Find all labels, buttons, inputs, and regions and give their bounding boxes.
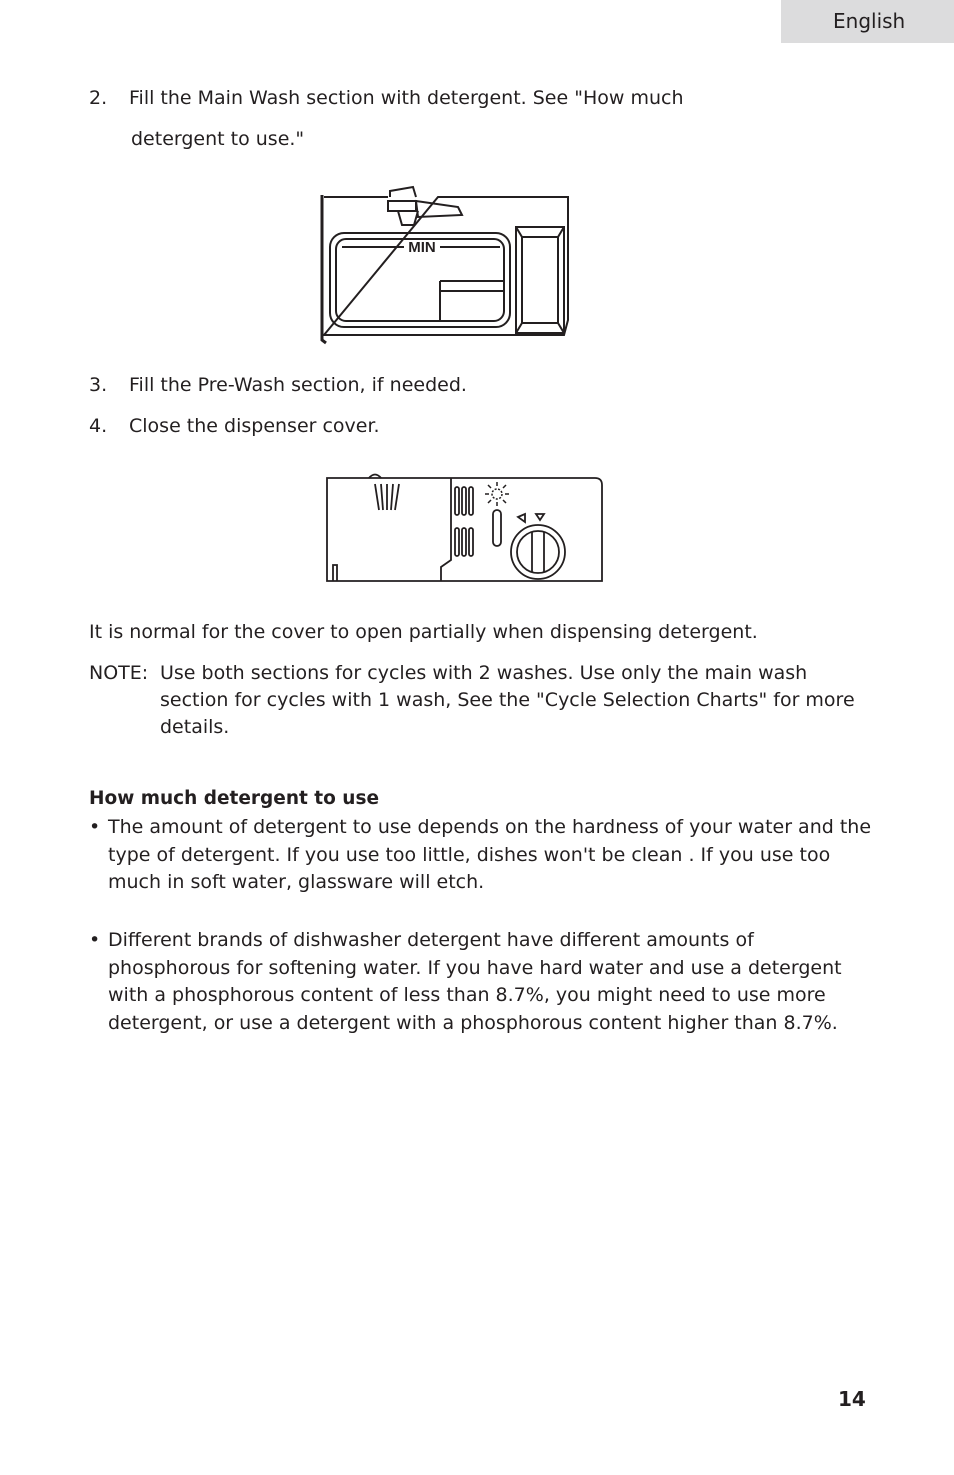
step-text: Fill the Main Wash section with detergent. See "How much <box>129 87 684 109</box>
bullet-text: Different brands of dishwasher detergent have different amounts of phosphorous for softening water. If you have hard water and use a detergent with a phosphorous content of less than 8.7%, you might need to use more detergent, or use a detergent with a phosphorous content higher than 8.7%. <box>108 929 842 1034</box>
step-item-3 <box>89 372 467 399</box>
step-number: 4. <box>89 415 108 437</box>
step-item-2 <box>89 85 684 112</box>
bullet-text: The amount of detergent to use depends on the hardness of your water and the type of detergent. If you use too little, dishes won't be clean . If you use too much in soft water, glassware will etch. <box>108 816 872 893</box>
step-text: Fill the Pre-Wash section, if needed. <box>129 374 467 396</box>
step-text: Close the dispenser cover. <box>129 415 380 437</box>
step-number: 2. <box>89 87 108 109</box>
page-number: 14 <box>838 1387 866 1411</box>
step-item-2-continuation: detergent to use." <box>131 128 305 150</box>
normal-operation-text: It is normal for the cover to open partially when dispensing detergent. <box>89 621 758 643</box>
min-label: MIN <box>408 239 436 256</box>
language-tab: English <box>781 0 954 43</box>
closed-dispenser-illustration <box>323 470 607 586</box>
section-heading: How much detergent to use <box>89 788 380 809</box>
open-dispenser-illustration <box>318 185 574 350</box>
bullet-icon: • <box>89 929 101 951</box>
bullet-item <box>89 814 879 897</box>
step-number: 3. <box>89 374 108 396</box>
step-item-4 <box>89 413 380 440</box>
note-body: Use both sections for cycles with 2 washes. Use only the main wash section for cycles with 1 wash, See the "Cycle Selection Charts" for more details. <box>160 662 855 738</box>
bullet-item <box>89 927 879 1037</box>
note-label: NOTE: <box>89 662 149 684</box>
bullet-icon: • <box>89 816 101 838</box>
